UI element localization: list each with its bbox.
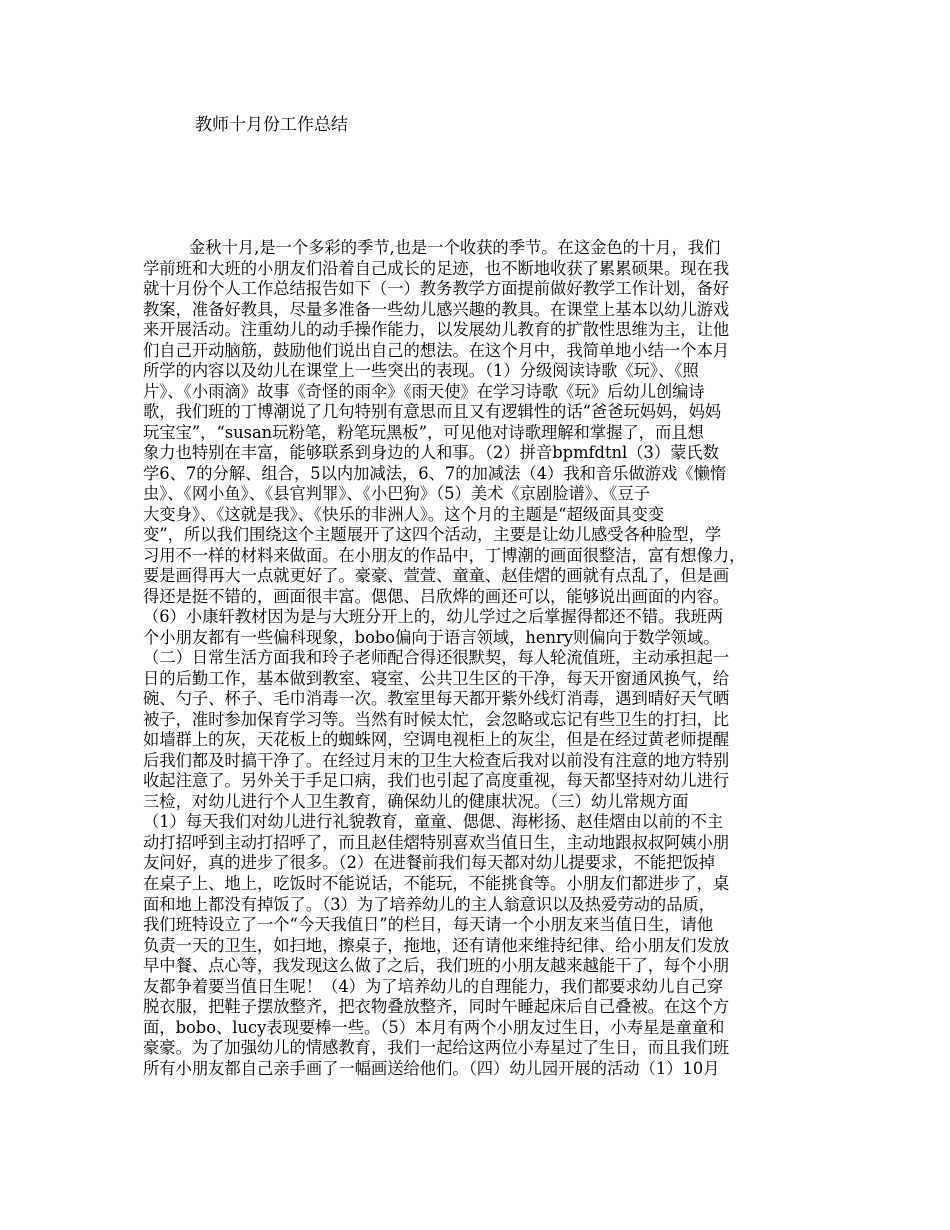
body-line: 三检，对幼儿进行个人卫生教育，确保幼儿的健康状况。（三）幼儿常规方面 (143, 791, 689, 811)
body-line: 日的后勤工作，基本做到教室、寝室、公共卫生区的干净，每天开窗通风换气，给 (143, 668, 730, 688)
body-line: 所学的内容以及幼儿在课堂上一些突出的表现。（1）分级阅读诗歌《玩》、《照 (143, 361, 699, 381)
body-line: 在桌子上、地上，吃饭时不能说话，不能玩，不能挑食等。小朋友们都进步了，桌 (143, 873, 730, 893)
body-line: 如墙群上的灰，天花板上的蜘蛛网，空调电视柜上的灰尘，但是在经过黄老师提醒 (143, 730, 730, 750)
body-line: 脱衣服，把鞋子摆放整齐，把衣物叠放整齐，同时午睡起床后自己叠被。在这个方 (143, 997, 730, 1017)
body-line: 早中餐、点心等，我发现这么做了之后，我们班的小朋友越来越能干了，每个小朋 (143, 956, 730, 976)
body-line: 们自己开动脑筋，鼓励他们说出自己的想法。在这个月中，我简单地小结一个本月 (143, 340, 730, 360)
body-line: 金秋十月,是一个多彩的季节,也是一个收获的季节。在这金色的十月，我们 (189, 238, 721, 257)
body-line: 面和地上都没有掉饭了。（3）为了培养幼儿的主人翁意识以及热爱劳动的品质， (143, 894, 716, 914)
body-line: 虫》、《网小鱼》、《县官判罪》、《小巴狗》（5）美术《京剧脸谱》、《豆子 (143, 484, 650, 504)
body-line: 学前班和大班的小朋友们沿着自己成长的足迹，也不断地收获了累累硕果。现在我 (143, 258, 730, 278)
body-line: 友都争着要当值日生呢！（4）为了培养幼儿的自理能力，我们都要求幼儿自己穿 (143, 976, 724, 996)
body-line: 习用不一样的材料来做面。在小朋友的作品中，丁博潮的画面很整洁，富有想像力， (143, 545, 746, 565)
body-line: 后我们都及时搞干净了。在经过月末的卫生大检查后我对以前没有注意的地方特别 (143, 750, 730, 770)
body-line: 所有小朋友都自己亲手画了一幅画送给他们。（四）幼儿园开展的活动（1）10月 (143, 1058, 720, 1078)
body-line: 大变身》、《这就是我》、《快乐的非洲人》。这个月的主题是“超级面具变变 (143, 504, 665, 524)
body-line: 教案，准备好教具，尽量多准备一些幼儿感兴趣的教具。在课堂上基本以幼儿游戏 (143, 299, 730, 319)
body-line: 学6、7的分解、组合，5以内加减法，6、7的加减法（4）我和音乐做游戏《懒惰 (143, 463, 727, 483)
body-line: 歌，我们班的丁博潮说了几句特别有意思而且又有逻辑性的话“爸爸玩妈妈，妈妈 (143, 402, 722, 422)
body-line: 得还是挺不错的，画面很丰富。偲偲、吕欣烨的画还可以，能够说出画面的内容。 (143, 586, 730, 606)
body-line: 收起注意了。另外关于手足口病，我们也引起了高度重视，每天都坚持对幼儿进行 (143, 771, 730, 791)
document-title: 教师十月份工作总结 (195, 115, 348, 135)
body-line: 碗、勺子、杯子、毛巾消毒一次。教室里每天都开紫外线灯消毒，遇到晴好天气晒 (143, 689, 730, 709)
document-body (143, 238, 833, 1079)
body-line: 负责一天的卫生，如扫地，擦桌子，拖地，还有请他来维持纪律、给小朋友们发放 (143, 935, 730, 955)
body-line: 动打招呼到主动打招呼了，而且赵佳熠特别喜欢当值日生，主动地跟叔叔阿姨小朋 (143, 832, 730, 852)
body-line: 被子，准时参加保育学习等。当然有时候太忙，会忽略或忘记有些卫生的打扫，比 (143, 709, 730, 729)
body-line: 玩宝宝”，“susan玩粉笔，粉笔玩黑板”，可见他对诗歌理解和掌握了，而且想 (143, 422, 704, 442)
body-line: 面，bobo、lucy表现要棒一些。（5）本月有两个小朋友过生日，小寿星是童童和 (143, 1017, 725, 1037)
body-line: 我们班特设立了一个“今天我值日”的栏目，每天请一个小朋友来当值日生，请他 (143, 915, 714, 935)
body-line: 友问好，真的进步了很多。（2）在进餐前我们每天都对幼儿提要求，不能把饭掉 (143, 853, 716, 873)
body-line: （6）小康轩教材因为是与大班分开上的，幼儿学过之后掌握得都还不错。我班两 (143, 607, 724, 627)
body-line: （1）每天我们对幼儿进行礼貌教育，童童、偲偲、海彬扬、赵佳熠由以前的不主 (143, 812, 724, 832)
body-line: 变”，所以我们围绕这个主题展开了这四个活动，主要是让幼儿感受各种脸型，学 (143, 525, 722, 545)
body-line: 豪豪。为了加强幼儿的情感教育，我们一起给这两位小寿星过了生日，而且我们班 (143, 1038, 730, 1058)
body-line: 个小朋友都有一些偏科现象，bobo偏向于语言领域，henry则偏向于数学领域。 (143, 627, 720, 647)
body-line: 来开展活动。注重幼儿的动手操作能力，以发展幼儿教育的扩散性思维为主，让他 (143, 320, 730, 340)
body-line: 要是画得再大一点就更好了。豪豪、萱萱、童童、赵佳熠的画就有点乱了，但是画 (143, 566, 730, 586)
body-line: 象力也特别在丰富，能够联系到身边的人和事。（2）拼音bpmfdtnl（3）蒙氏数 (143, 443, 719, 463)
body-line: 就十月份个人工作总结报告如下（一）教务教学方面提前做好教学工作计划，备好 (143, 279, 730, 299)
body-line: （二）日常生活方面我和玲子老师配合得还很默契，每人轮流值班，主动承担起一 (143, 648, 730, 668)
body-line: 片》、《小雨滴》故事《奇怪的雨伞》《雨天使》在学习诗歌《玩》后幼儿创编诗 (143, 381, 705, 401)
